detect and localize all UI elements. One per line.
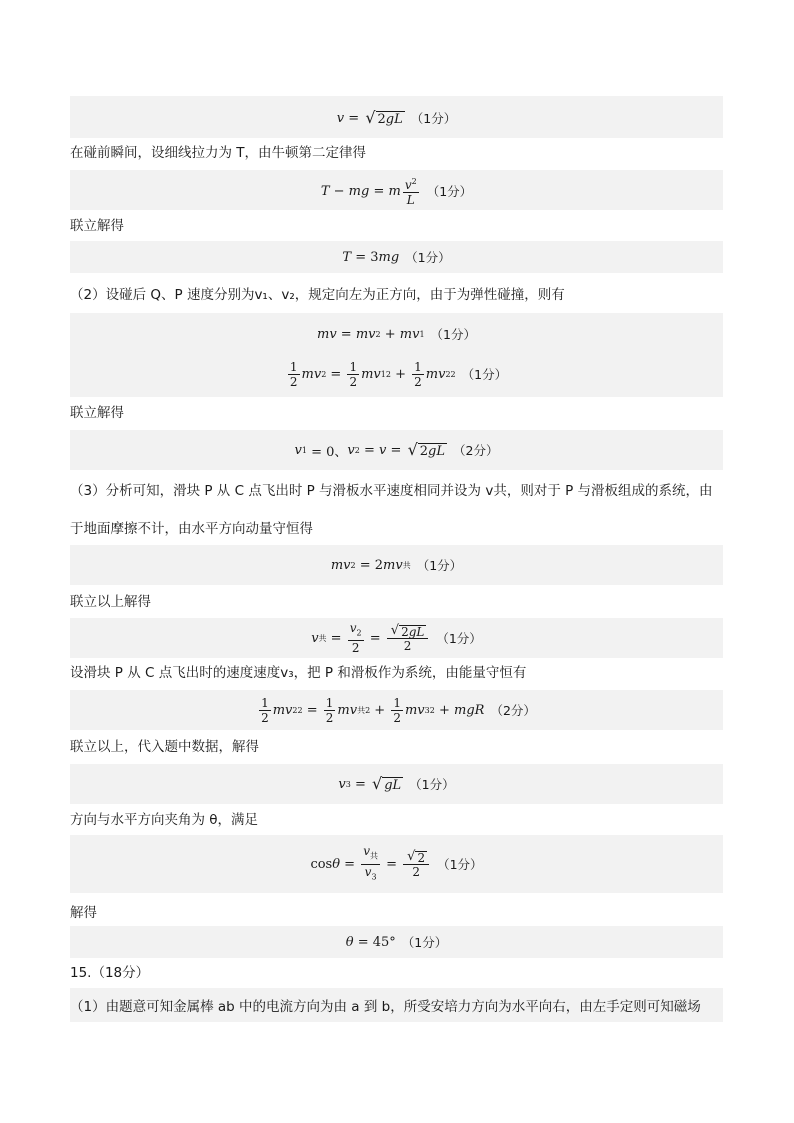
paragraph: 设滑块 P 从 C 点飞出时的速度速度v₃，把 P 和滑板作为系统，由能量守恒有 xyxy=(70,665,527,681)
paragraph: 联立以上解得 xyxy=(70,594,151,610)
score: （1分） xyxy=(430,327,476,342)
equation-energy-conservation: $\frac{1}{2}$ mv 2 2 = $\frac{1}{2}$ mv 共 2 + $\frac{1}{2}$ mv 3 2 + mgR （2分） xyxy=(261,695,536,725)
score: （1分） xyxy=(416,558,463,573)
paragraph: 在碰前瞬间，设细线拉力为 T，由牛顿第二定律得 xyxy=(70,145,367,161)
equation-cos-theta: cos θ = $\frac{v_共}{v_3}$ = √ 2 2 （1分） xyxy=(310,844,483,881)
equation-T: T = 3 mg （1分） xyxy=(342,249,451,265)
equation-horizontal-momentum: mv 2 = 2 mv 共 （1分） xyxy=(330,557,463,573)
score: （1分） xyxy=(426,184,473,199)
equation-v1-v2: v 1 = 0、 v 2 = v = √ 2gL （2分） xyxy=(294,439,499,460)
score: （1分） xyxy=(405,250,451,265)
score: （1分） xyxy=(461,367,508,382)
paragraph: （3）分析可知，滑块 P 从 C 点飞出时 P 与滑板水平速度相同并设为 v共，则对于 P 与滑板组成的系统，由 xyxy=(70,483,713,499)
score: （1分） xyxy=(409,777,455,792)
score: （2分） xyxy=(453,443,499,458)
score: （1分） xyxy=(401,935,448,950)
equation-tension: T − mg = m $\frac{v^2}{L}$ （1分） xyxy=(320,177,473,207)
paragraph: （1）由题意可知金属棒 ab 中的电流方向为由 a 到 b，所受安培力方向为水平向右，由左手定则可知磁场 xyxy=(70,999,701,1015)
score: （1分） xyxy=(410,111,457,126)
paragraph: 联立以上，代入题中数据，解得 xyxy=(70,739,259,755)
equation-v3: v 3 = √ gL （1分） xyxy=(338,773,455,793)
question-heading: 15.（18分） xyxy=(70,965,150,981)
paragraph: 联立解得 xyxy=(70,405,124,421)
score: （1分） xyxy=(437,857,483,872)
paragraph: 解得 xyxy=(70,905,97,921)
score: （1分） xyxy=(436,631,482,646)
equation-v: v = √ 2gL （1分） xyxy=(336,107,457,127)
paragraph: 联立解得 xyxy=(70,218,124,234)
paragraph: 于地面摩擦不计，由水平方向动量守恒得 xyxy=(70,521,313,537)
equation-energy: $\frac{1}{2}$ mv 2 = $\frac{1}{2}$ mv 1 2 + $\frac{1}{2}$ mv 2 2 （1分） xyxy=(289,359,508,389)
equation-v-common: v 共 = $\frac{v_2}{2}$ = √ 2gL 2 （1分） xyxy=(311,620,482,656)
score: （2分） xyxy=(490,703,536,718)
paragraph: （2）设碰后 Q、P 速度分别为v₁、v₂，规定向左为正方向，由于为弹性碰撞，则有 xyxy=(70,287,565,303)
paragraph: 方向与水平方向夹角为 θ，满足 xyxy=(70,812,259,828)
equation-momentum: mv = mv 2 + mv 1 （1分） xyxy=(317,326,476,342)
equation-theta: θ = 45° （1分） xyxy=(345,934,448,950)
